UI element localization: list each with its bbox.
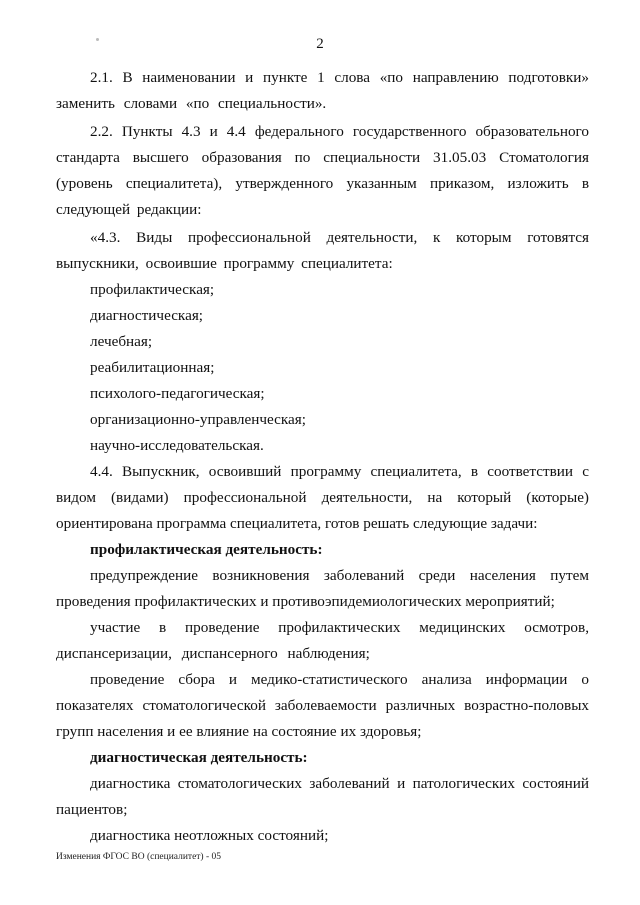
activity-type-item: диагностическая; bbox=[90, 307, 204, 324]
activity-type-item: организационно-управленческая; bbox=[90, 411, 306, 428]
heading-diagnostic: диагностическая деятельность: bbox=[90, 749, 308, 766]
diagnostic-task: диагностика стоматологических заболеваний и патологических состояний пациентов; bbox=[56, 775, 589, 818]
paragraph-2-2: 2.2. Пункты 4.3 и 4.4 федерального государственного образовательного стандарта высшего образования по специальности 31.05.03 Стоматология (уровень специалитета), утвержденного указанным приказом, изложить в следующей редакции: bbox=[56, 123, 589, 218]
activity-type-item: реабилитационная; bbox=[90, 359, 215, 376]
heading-prophylactic: профилактическая деятельность: bbox=[90, 541, 323, 558]
activity-type-item: профилактическая; bbox=[90, 281, 215, 298]
prophylactic-task: предупреждение возникновения заболеваний среди населения путем проведения профилактических и противоэпидемиологических мероприятий; bbox=[56, 567, 589, 610]
prophylactic-task: проведение сбора и медико-статистического анализа информации о показателях стоматологической заболеваемости различных возрастно-половых групп населения и ее влияние на состояние их здоровья; bbox=[56, 671, 589, 740]
document-body bbox=[56, 65, 589, 849]
activity-type-item: психолого-педагогическая; bbox=[90, 385, 265, 402]
footer-note: Изменения ФГОС ВО (специалитет) - 05 bbox=[56, 852, 222, 862]
activity-type-item: научно-исследовательская. bbox=[90, 437, 264, 454]
paragraph-4-4: 4.4. Выпускник, освоивший программу специалитета, в соответствии с видом (видами) профессиональной деятельности, на который (которые) ориентирована программа специалитета, готов решать следующие задачи: bbox=[56, 463, 589, 532]
paragraph-2-1: 2.1. В наименовании и пункте 1 слова «по направлению подготовки» заменить словами «по специальности». bbox=[56, 69, 589, 112]
diagnostic-task: диагностика неотложных состояний; bbox=[90, 827, 329, 844]
page-number: 2 bbox=[316, 36, 324, 52]
paragraph-4-3: «4.3. Виды профессиональной деятельности, к которым готовятся выпускники, освоившие программу специалитета: bbox=[56, 229, 589, 272]
prophylactic-task: участие в проведение профилактических медицинских осмотров, диспансеризации, диспансерного наблюдения; bbox=[56, 619, 589, 662]
activity-type-item: лечебная; bbox=[90, 333, 153, 350]
